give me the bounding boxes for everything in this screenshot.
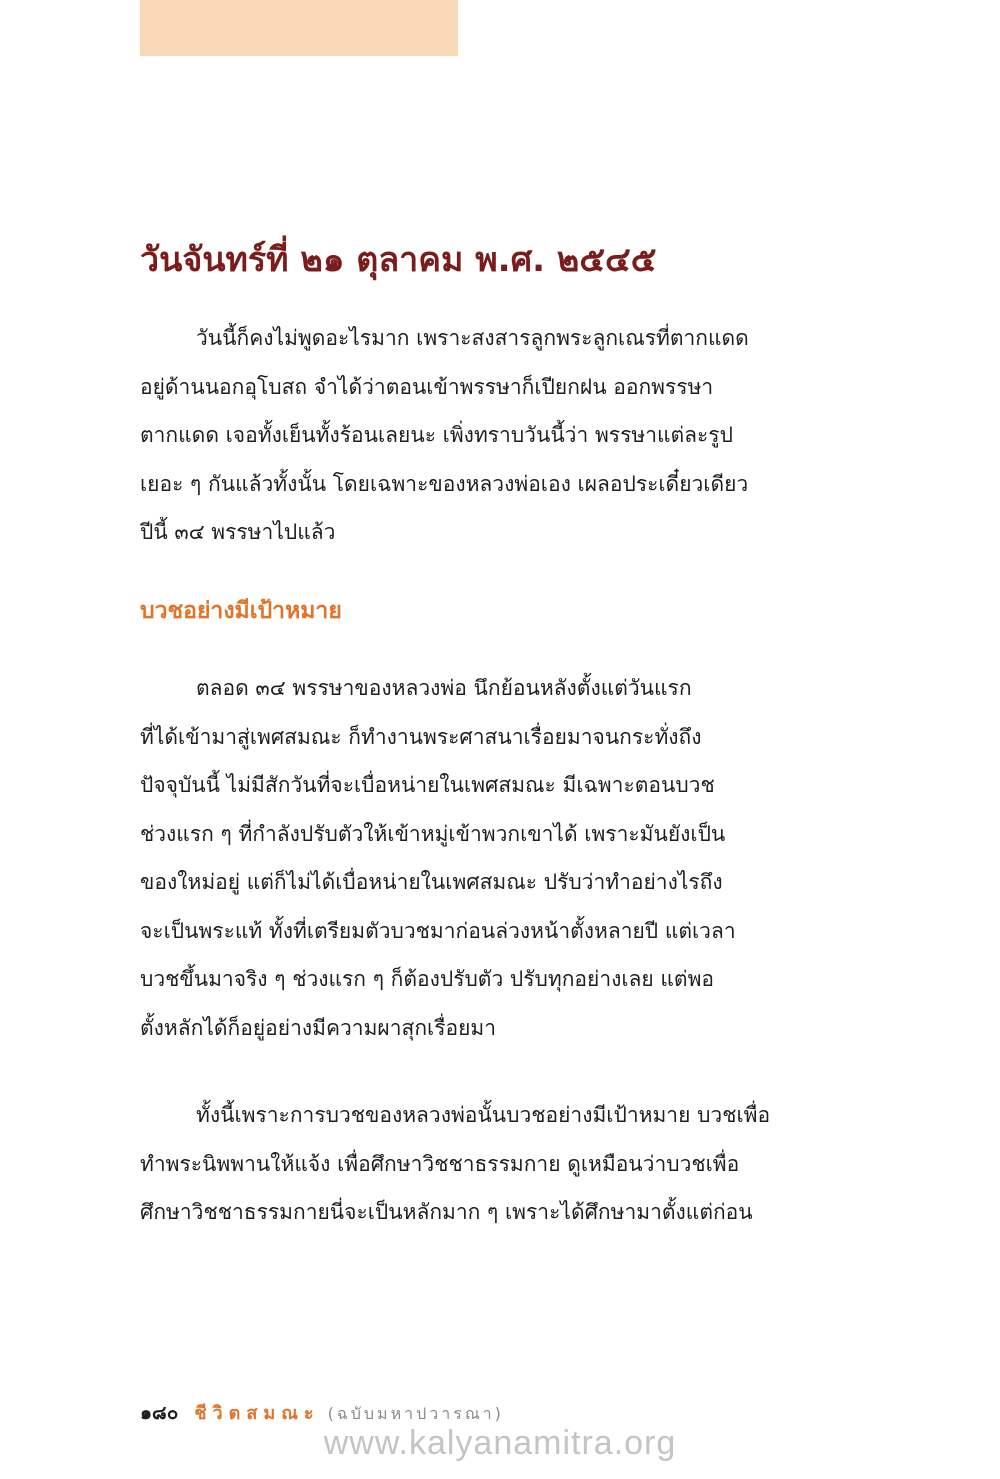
book-title: ชีวิตสมณะ xyxy=(194,1403,320,1424)
paragraph-line: วันนี้ก็คงไม่พูดอะไรมาก เพราะสงสารลูกพระลูกเณรที่ตากแดด xyxy=(196,326,749,350)
page-number: ๑๘๐ xyxy=(140,1402,179,1424)
paragraph-line: ปัจจุบันนี้ ไม่มีสักวันที่จะเบื่อหน่ายในเพศสมณะ มีเฉพาะตอนบวช xyxy=(140,773,715,797)
paragraph-line: ของใหม่อยู่ แต่ก็ไม่ได้เบื่อหน่ายในเพศสมณะ ปรับว่าทำอย่างไรถึง xyxy=(140,870,723,894)
paragraph-3 xyxy=(140,1091,842,1237)
paragraph-line: ตลอด ๓๔ พรรษาของหลวงพ่อ นึกย้อนหลังตั้งแต่วันแรก xyxy=(196,676,692,700)
paragraph-line: ศึกษาวิชชาธรรมกายนี่จะเป็นหลักมาก ๆ เพราะได้ศึกษามาตั้งแต่ก่อน xyxy=(140,1200,753,1224)
watermark-text: www.kalyanamitra.org xyxy=(323,1424,677,1462)
paragraph-line: ช่วงแรก ๆ ที่กำลังปรับตัวให้เข้าหมู่เข้าพวกเขาได้ เพราะมันยังเป็น xyxy=(140,821,726,846)
paragraph-line: เยอะ ๆ กันแล้วทั้งนั้น โดยเฉพาะของหลวงพ่อเอง เผลอประเดี๋ยวเดียว xyxy=(140,471,749,496)
paragraph-line: อยู่ด้านนอกอุโบสถ จำได้ว่าตอนเข้าพรรษาก็เปียกฝน ออกพรรษา xyxy=(140,374,714,399)
paragraph-line: ตากแดด เจอทั้งเย็นทั้งร้อนเลยนะ เพิ่งทราบวันนี้ว่า พรรษาแต่ละรูป xyxy=(140,423,733,447)
watermark-url xyxy=(0,1424,1000,1463)
chapter-tab-decoration xyxy=(140,0,458,56)
book-edition: (ฉบับมหาปวารณา) xyxy=(327,1404,504,1423)
paragraph-line: ทั้งนี้เพราะการบวชของหลวงพ่อนั้นบวชอย่างมีเป้าหมาย บวชเพื่อ xyxy=(196,1103,771,1127)
paragraph-line: ตั้งหลักได้ก็อยู่อย่างมีความผาสุกเรื่อยมา xyxy=(140,1015,497,1040)
paragraph-1 xyxy=(140,314,842,557)
paragraph-line: บวชขึ้นมาจริง ๆ ช่วงแรก ๆ ก็ต้องปรับตัว ปรับทุกอย่างเลย แต่พอ xyxy=(140,967,715,991)
section-heading: บวชอย่างมีเป้าหมาย xyxy=(140,598,342,624)
paragraph-line: จะเป็นพระแท้ ทั้งที่เตรียมตัวบวชมาก่อนล่วงหน้าตั้งหลายปี แต่เวลา xyxy=(140,918,736,943)
paragraph-line: ปีนี้ ๓๔ พรรษาไปแล้ว xyxy=(140,520,336,544)
paragraph-line: ทำพระนิพพานให้แจ้ง เพื่อศึกษาวิชชาธรรมกาย ดูเหมือนว่าบวชเพื่อ xyxy=(140,1151,740,1176)
chapter-title: วันจันทร์ที่ ๒๑ ตุลาคม พ.ศ. ๒๕๔๕ xyxy=(140,240,657,280)
paragraph-line: ที่ได้เข้ามาสู่เพศสมณะ ก็ทำงานพระศาสนาเรื่อยมาจนกระทั่งถึง xyxy=(140,724,702,749)
paragraph-2 xyxy=(140,664,842,1052)
